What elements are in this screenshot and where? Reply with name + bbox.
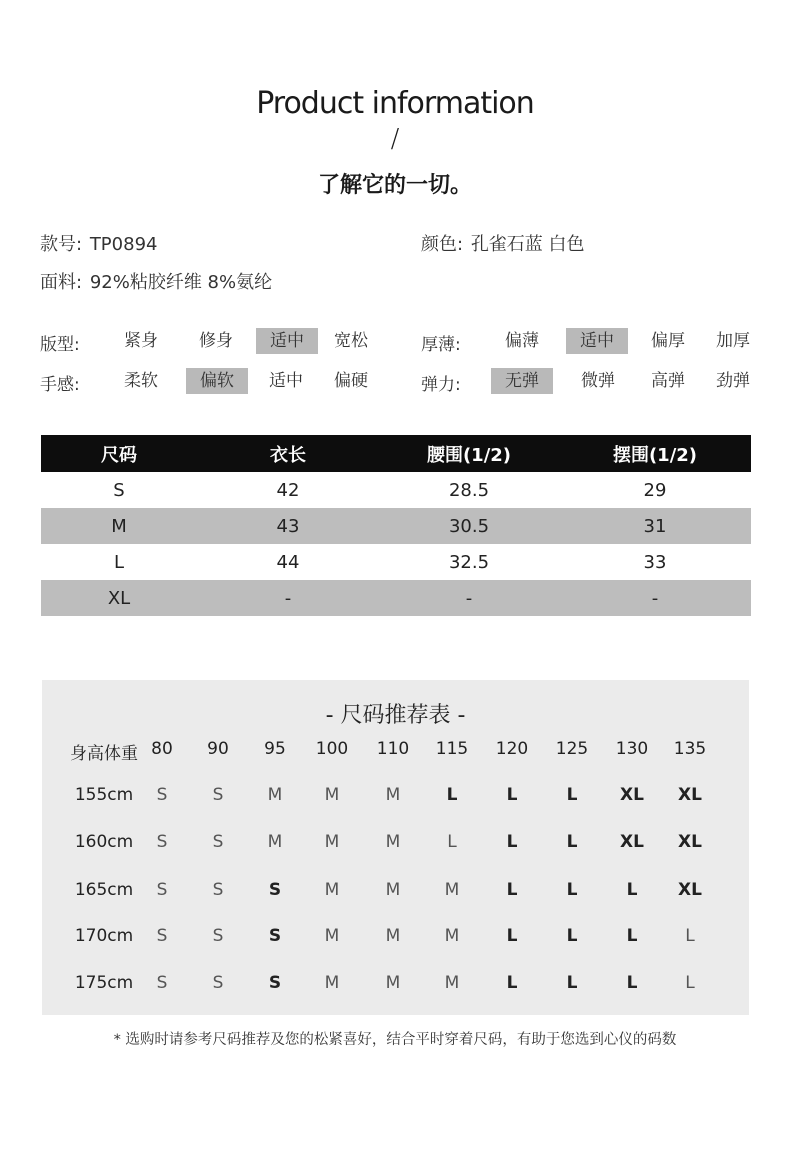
table-cell: XL [41, 580, 197, 616]
recommended-size: L [506, 926, 518, 946]
weight-header: 125 [555, 739, 589, 759]
table-row [41, 544, 751, 580]
recommended-size: L [685, 926, 695, 946]
table-cell: - [559, 580, 751, 616]
recommended-size: S [156, 926, 168, 946]
fit-option: 紧身 [124, 331, 158, 351]
style-number-value: TP0894 [89, 234, 158, 255]
recommended-size: S [212, 832, 224, 852]
table-row [41, 472, 751, 508]
elasticity-option: 微弹 [581, 371, 615, 391]
size-table-header-cell: 摆围(1/2) [559, 435, 751, 472]
title-separator: / [390, 124, 400, 154]
feel-label: 手感: [40, 375, 80, 395]
table-cell: 33 [643, 551, 667, 573]
height-label: 175cm [74, 973, 134, 993]
recommended-size: L [566, 880, 578, 900]
weight-header: 115 [435, 739, 469, 759]
weight-header: 100 [315, 739, 349, 759]
thickness-option-selected: 适中 [566, 328, 628, 354]
recommended-size: M [385, 926, 401, 946]
recommended-size: M [267, 832, 283, 852]
recommended-size: XL [678, 832, 702, 852]
size-recommendation-panel [42, 680, 749, 1015]
recommended-size: S [212, 880, 224, 900]
table-cell: 29 [643, 479, 667, 501]
recommended-size: L [447, 832, 457, 852]
weight-header: 110 [376, 739, 410, 759]
recommended-size: XL [678, 785, 702, 805]
recommended-size: L [566, 785, 578, 805]
recommended-size: M [444, 973, 460, 993]
fabric-info [40, 268, 272, 294]
recommended-size: XL [620, 832, 644, 852]
table-cell: 43 [197, 508, 379, 544]
feel-option: 柔软 [124, 371, 158, 391]
table-cell: 31 [559, 508, 751, 544]
table-cell: 44 [276, 551, 300, 573]
weight-header: 130 [615, 739, 649, 759]
elasticity-option-selected: 无弹 [491, 368, 553, 394]
color-value: 孔雀石蓝 白色 [470, 234, 585, 255]
size-table-header-cell: 腰围(1/2) [379, 435, 559, 472]
height-label: 155cm [74, 785, 134, 805]
table-cell: 28.5 [448, 479, 490, 501]
elasticity-label: 弹力: [421, 375, 461, 395]
recommended-size: S [156, 832, 168, 852]
table-cell: S [113, 479, 125, 501]
recommended-size: S [212, 785, 224, 805]
recommended-size: M [444, 880, 460, 900]
table-cell: 42 [276, 479, 300, 501]
thickness-option: 偏薄 [505, 331, 539, 351]
table-row [41, 508, 751, 544]
recommended-size: L [506, 973, 518, 993]
style-number [40, 230, 157, 256]
recommended-size: S [268, 926, 282, 946]
fit-option-selected: 适中 [256, 328, 318, 354]
weight-header: 80 [151, 739, 173, 759]
page-subtitle: 了解它的一切。 [317, 173, 472, 198]
elasticity-option: 劲弹 [716, 371, 750, 391]
table-cell: 32.5 [448, 551, 490, 573]
recommended-size: M [324, 926, 340, 946]
color-info [421, 230, 585, 256]
recommended-size: XL [678, 880, 702, 900]
size-table-header-cell: 尺码 [41, 435, 197, 472]
height-label: 165cm [74, 880, 134, 900]
recommended-size: M [324, 832, 340, 852]
weight-header: 120 [495, 739, 529, 759]
recommended-size: L [626, 926, 638, 946]
feel-option: 偏硬 [334, 371, 368, 391]
recommendation-corner-label: 身高体重 [70, 744, 138, 764]
table-cell: - [197, 580, 379, 616]
style-number-label: 款号: [40, 234, 83, 255]
fit-label: 版型: [40, 335, 80, 355]
size-table [41, 435, 751, 616]
recommended-size: S [212, 926, 224, 946]
recommended-size: L [566, 973, 578, 993]
recommended-size: M [324, 880, 340, 900]
recommendation-title: - 尺码推荐表 - [325, 703, 466, 728]
recommended-size: L [446, 785, 458, 805]
recommended-size: S [268, 973, 282, 993]
thickness-option: 加厚 [716, 331, 750, 351]
table-cell: 30.5 [379, 508, 559, 544]
table-cell: M [41, 508, 197, 544]
recommended-size: L [566, 832, 578, 852]
recommended-size: L [566, 926, 578, 946]
fit-option: 宽松 [334, 331, 368, 351]
recommended-size: S [156, 785, 168, 805]
recommended-size: L [506, 785, 518, 805]
recommended-size: L [685, 973, 695, 993]
weight-header: 90 [207, 739, 229, 759]
table-row [41, 580, 751, 616]
elasticity-option: 高弹 [651, 371, 685, 391]
thickness-option: 偏厚 [651, 331, 685, 351]
recommended-size: M [385, 880, 401, 900]
recommended-size: M [444, 926, 460, 946]
recommended-size: M [324, 785, 340, 805]
color-label: 颜色: [421, 234, 464, 255]
feel-option: 适中 [269, 371, 303, 391]
height-label: 160cm [74, 832, 134, 852]
recommended-size: S [156, 973, 168, 993]
recommended-size: L [506, 880, 518, 900]
recommended-size: S [212, 973, 224, 993]
recommended-size: S [268, 880, 282, 900]
recommended-size: M [385, 785, 401, 805]
page-title: Product information [256, 86, 534, 121]
table-cell: - [379, 580, 559, 616]
recommended-size: M [385, 973, 401, 993]
height-label: 170cm [74, 926, 134, 946]
size-table-header-cell: 衣长 [197, 435, 379, 472]
recommended-size: M [267, 785, 283, 805]
recommended-size: M [385, 832, 401, 852]
recommended-size: L [626, 973, 638, 993]
fit-option: 修身 [199, 331, 233, 351]
recommended-size: XL [620, 785, 644, 805]
feel-option-selected: 偏软 [186, 368, 248, 394]
recommended-size: L [506, 832, 518, 852]
weight-header: 95 [264, 739, 286, 759]
recommended-size: M [324, 973, 340, 993]
table-cell: L [113, 551, 125, 573]
footnote: * 选购时请参考尺码推荐及您的松紧喜好，结合平时穿着尺码，有助于您选到心仪的码数 [113, 1032, 677, 1048]
thickness-label: 厚薄: [421, 335, 461, 355]
recommended-size: L [626, 880, 638, 900]
fabric-value: 92%粘胶纤维 8%氨纶 [89, 272, 273, 293]
fabric-label: 面料: [40, 272, 83, 293]
recommended-size: S [156, 880, 168, 900]
weight-header: 135 [673, 739, 707, 759]
size-table-header [41, 435, 751, 472]
